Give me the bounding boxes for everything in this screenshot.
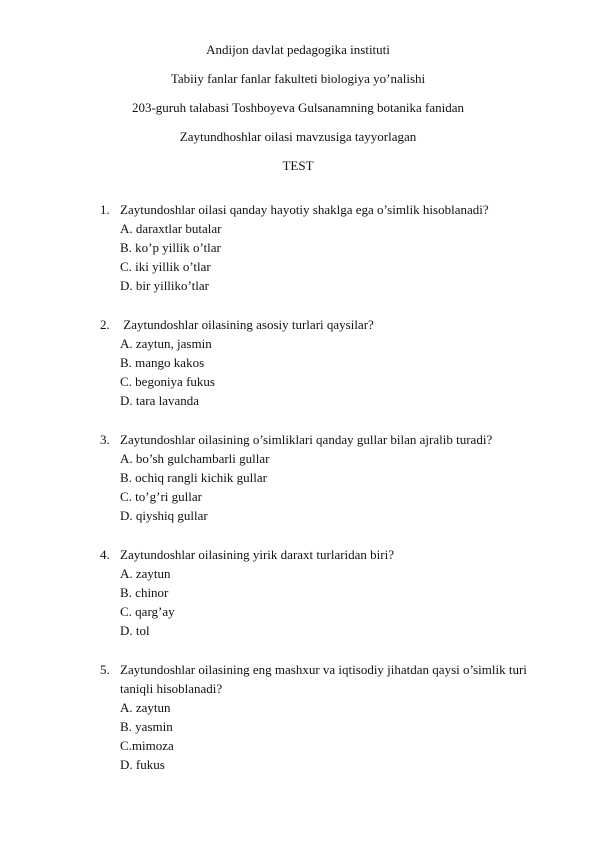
question-text: Zaytundoshlar oilasining eng mashxur va iqtisodiy jihatdan qaysi o’simlik turi taniqli hisoblanadi?: [120, 662, 527, 696]
answer-option: A. zaytun, jasmin: [120, 336, 212, 351]
test-title: TEST: [282, 158, 314, 173]
faculty-line: Tabiiy fanlar fanlar fakulteti biologiya yo’nalishi: [170, 71, 426, 86]
question-number: 4.: [100, 547, 110, 562]
question-text: Zaytundoshlar oilasining asosiy turlari qaysilar?: [120, 317, 374, 332]
answer-option: B. ko’p yillik o’tlar: [120, 240, 221, 255]
student-line: 203-guruh talabasi Toshboyeva Gulsanamning botanika fanidan: [131, 100, 465, 115]
answer-option: D. bir yilliko’tlar: [120, 278, 209, 293]
question-4: [100, 545, 550, 640]
question-text: Zaytundoshlar oilasi qanday hayotiy shaklga ega o’simlik hisoblanadi?: [120, 202, 489, 217]
answer-option: D. tol: [120, 623, 150, 638]
answer-option: B. chinor: [120, 585, 169, 600]
answer-option: B. ochiq rangli kichik gullar: [120, 470, 267, 485]
question-number: 5.: [100, 662, 110, 677]
answer-option: D. qiyshiq gullar: [120, 508, 208, 523]
answer-option: C. begoniya fukus: [120, 374, 215, 389]
answer-option: C.mimoza: [120, 738, 174, 753]
answer-option: D. tara lavanda: [120, 393, 200, 408]
question-1: [100, 200, 550, 295]
answer-option: B. yasmin: [120, 719, 173, 734]
answer-option: D. fukus: [120, 757, 165, 772]
answer-option: A. zaytun: [120, 566, 171, 581]
question-text: Zaytundoshlar oilasining o’simliklari qanday gullar bilan ajralib turadi?: [120, 432, 493, 447]
answer-option: C. to’g’ri gullar: [120, 489, 202, 504]
document-header: [0, 40, 596, 185]
answer-option: C. iki yillik o’tlar: [120, 259, 211, 274]
question-number: 1.: [100, 202, 110, 217]
question-3: [100, 430, 550, 525]
institution-line: Andijon davlat pedagogika instituti: [206, 42, 390, 57]
question-5: [100, 660, 550, 774]
question-number: 3.: [100, 432, 110, 447]
question-2: [100, 315, 550, 410]
question-number: 2.: [100, 317, 110, 332]
question-text: Zaytundoshlar oilasining yirik daraxt turlaridan biri?: [120, 547, 395, 562]
answer-option: A. bo’sh gulchambarli gullar: [120, 451, 270, 466]
answer-option: C. qarg’ay: [120, 604, 175, 619]
answer-option: A. zaytun: [120, 700, 171, 715]
question-list: [100, 200, 550, 794]
answer-option: A. daraxtlar butalar: [120, 221, 222, 236]
answer-option: B. mango kakos: [120, 355, 205, 370]
topic-line: Zaytundhoshlar oilasi mavzusiga tayyorlagan: [179, 129, 417, 144]
